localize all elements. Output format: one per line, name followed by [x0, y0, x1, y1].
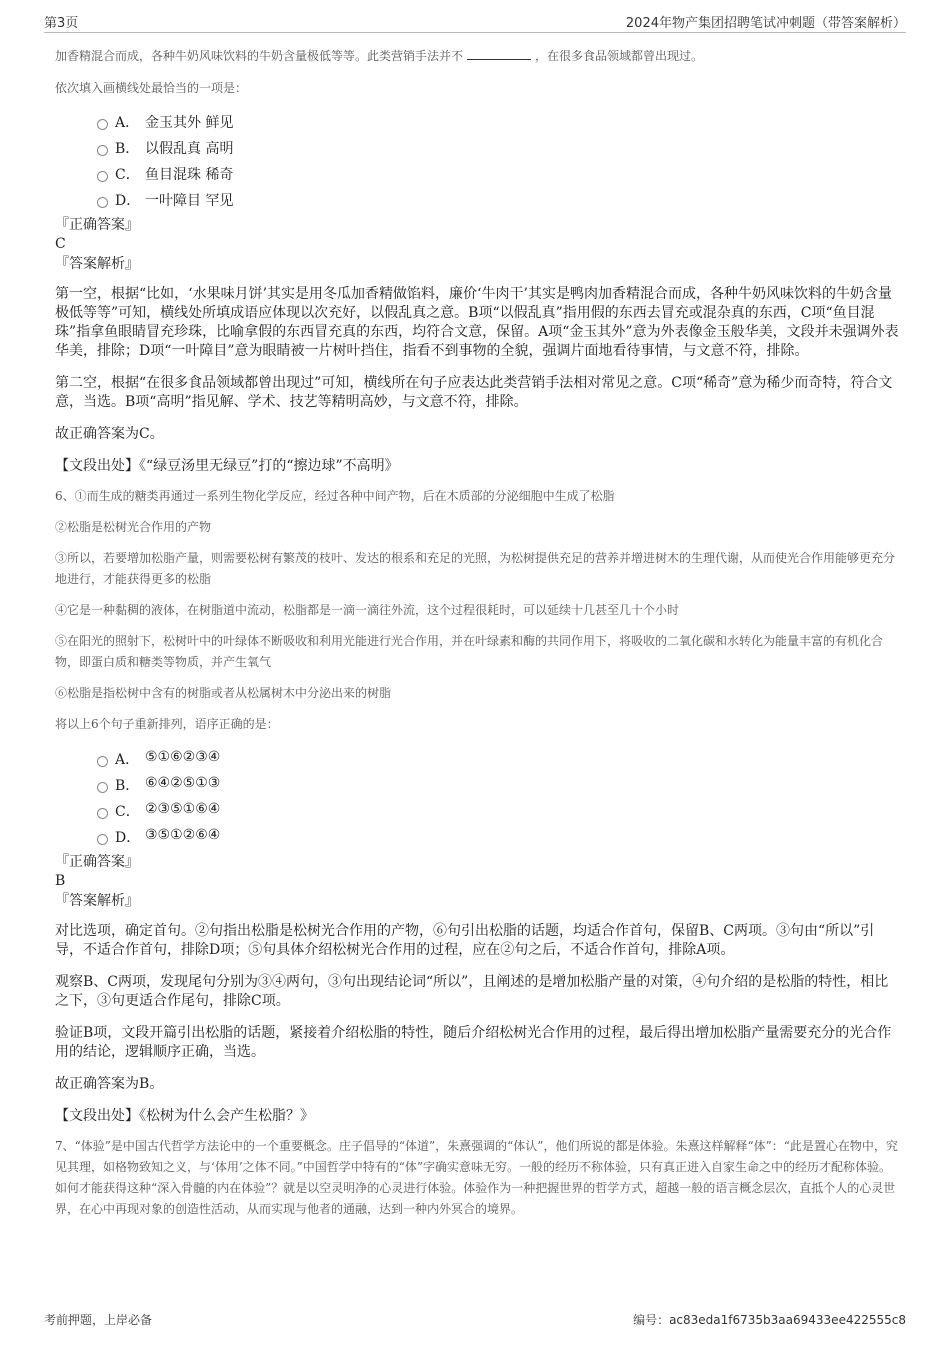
answer-label: 『正确答案』	[55, 217, 139, 233]
radio-icon[interactable]	[97, 756, 108, 767]
q6-options	[55, 747, 900, 851]
q6-option-c[interactable]: C． ②③⑤①⑥④	[55, 799, 900, 825]
analysis-paragraph: 验证B项，文段开篇引出松脂的话题，紧接着介绍松脂的特性，随后介绍松树光合作用的过程，最后得出增加松脂产量需要充分的光合作用的结论，逻辑顺序正确，当选。	[55, 1025, 892, 1060]
q5-option-b[interactable]: B． 以假乱真 高明	[55, 136, 900, 162]
radio-icon[interactable]	[97, 782, 108, 793]
q5-option-a[interactable]: A． 金玉其外 鲜见	[55, 110, 900, 136]
radio-icon[interactable]	[97, 808, 108, 819]
radio-icon[interactable]	[97, 119, 108, 130]
source-citation: 【文段出处】《“绿豆汤里无绿豆”打的“擦边球”不高明》	[55, 458, 399, 474]
source-citation: 【文段出处】《松树为什么会产生松脂？》	[55, 1108, 314, 1124]
q6-option-b[interactable]: B． ⑥④②⑤①③	[55, 773, 900, 799]
q6-sentence-1: 6、①而生成的糖类再通过一系列生物化学反应，经过各种中间产物，后在木质部的分泌细胞中生成了松脂	[55, 489, 615, 503]
q5-option-c[interactable]: C． 鱼目混珠 稀奇	[55, 162, 900, 188]
q7-stem: 7、“体验”是中国古代哲学方法论中的一个重要概念。庄子倡导的“体道”，朱熹强调的“体认”，他们所说的都是体验。朱熹这样解释“体”：“此是置心在物中，究见其理，如格物致知之义，与‘体用’之体不同。”中国哲学中特有的“体”字确实意味无穷。一般的经历不称体验，只有真正进入自家生命之中的经历才配称体验。如何才能获得这种“深入骨髓的内在体验”？就是以空灵明净的心灵进行体验。体验作为一种把握世界的哲学方式，超越一般的语言概念层次，直抵个人的心灵世界，在心中再现对象的创造性活动，从而实现与他者的通融，达到一种内外冥合的境界。	[55, 1139, 898, 1216]
q6-sentence-6: ⑥松脂是指松树中含有的树脂或者从松属树木中分泌出来的树脂	[55, 686, 392, 700]
q5-option-d[interactable]: D． 一叶障目 罕见	[55, 188, 900, 214]
q6-option-a[interactable]: A． ⑤①⑥②③④	[55, 747, 900, 773]
document-title: 2024年物产集团招聘笔试冲刺题（带答案解析）	[625, 16, 906, 31]
analysis-paragraph: 观察B、C两项，发现尾句分别为③④两句，③句出现结论词“所以”，且阐述的是增加松脂产量的对策，④句介绍的是松脂的特性，相比之下，③句更适合作尾句，排除C项。	[55, 974, 889, 1009]
analysis-paragraph: 第一空，根据“比如，‘水果味月饼’其实是用冬瓜加香精做馅料，廉价‘牛肉干’其实是鸭肉加香精混合而成，各种牛奶风味饮料的牛奶含量极低等等”可知，横线处所填成语应体现以次充好，以假乱真之意。B项“以假乱真”指用假的东西去冒充或混杂真的东西，C项“鱼目混珠”指拿鱼眼睛冒充珍珠，比喻拿假的东西冒充真的东西，均符合文意，保留。A项“金玉其外”意为外表像金玉般华美，文段并未强调外表华美，排除；D项“一叶障目”意为眼睛被一片树叶挡住，指看不到事物的全貌，强调片面地看待事情，与文意不符，排除。	[55, 286, 899, 359]
analysis-paragraph: 对比选项，确定首句。②句指出松脂是松树光合作用的产物，⑥句引出松脂的话题，均适合作首句，保留B、C两项。③句由“所以”引导，不适合作首句，排除D项；⑤句具体介绍松树光合作用的过程，应在②句之后，不适合作首句，排除A项。	[55, 923, 875, 958]
answer-value: B	[55, 873, 66, 889]
analysis-conclusion: 故正确答案为C。	[55, 426, 164, 442]
page-number: 第3页	[44, 16, 79, 31]
q5-stem: 加香精混合而成，各种牛奶风味饮料的牛奶含量极低等等。此类营销手法并不 ，在很多食品领域都曾出现过。	[55, 49, 704, 63]
radio-icon[interactable]	[97, 171, 108, 182]
analysis-label: 『答案解析』	[55, 256, 139, 272]
radio-icon[interactable]	[97, 145, 108, 156]
analysis-conclusion: 故正确答案为B。	[55, 1076, 164, 1092]
page-header	[44, 10, 906, 33]
radio-icon[interactable]	[97, 834, 108, 845]
q6-option-d[interactable]: D． ③⑤①②⑥④	[55, 825, 900, 851]
analysis-label: 『答案解析』	[55, 893, 139, 909]
footer-slogan: 考前押题，上岸必备	[44, 1313, 153, 1327]
q5-prompt: 依次填入画横线处最恰当的一项是：	[55, 81, 248, 95]
answer-value: C	[55, 236, 66, 252]
q6-sentence-4: ④它是一种黏稠的液体，在树脂道中流动，松脂都是一滴一滴往外流，这个过程很耗时，可以延续十几甚至几十个小时	[55, 603, 680, 617]
document-body	[55, 46, 900, 1220]
answer-label: 『正确答案』	[55, 854, 139, 870]
analysis-paragraph: 第二空，根据“在很多食品领域都曾出现过”可知，横线所在句子应表达此类营销手法相对常见之意。C项“稀奇”意为稀少而奇特，符合文意，当选。B项“高明”指见解、学术、技艺等精明高妙，与文意不符，排除。	[55, 375, 893, 410]
q6-sentence-5: ⑤在阳光的照射下，松树叶中的叶绿体不断吸收和利用光能进行光合作用，并在叶绿素和酶的共同作用下，将吸收的二氧化碳和水转化为能量丰富的有机化合物，即蛋白质和糖类等物质，并产生氧气	[55, 634, 884, 669]
footer-serial: 编号：ac83eda1f6735b3aa69433ee422555c8	[633, 1313, 906, 1327]
q6-sentence-3: ③所以，若要增加松脂产量，则需要松树有繁茂的枝叶、发达的根系和充足的光照，为松树提供充足的营养并增进树木的生理代谢，从而使光合作用能够更充分地进行，才能获得更多的松脂	[55, 551, 896, 586]
fill-blank	[467, 47, 531, 60]
radio-icon[interactable]	[97, 197, 108, 208]
q5-options	[55, 110, 900, 214]
q6-sentence-2: ②松脂是松树光合作用的产物	[55, 520, 212, 534]
q6-prompt: 将以上6个句子重新排列，语序正确的是：	[55, 717, 279, 731]
